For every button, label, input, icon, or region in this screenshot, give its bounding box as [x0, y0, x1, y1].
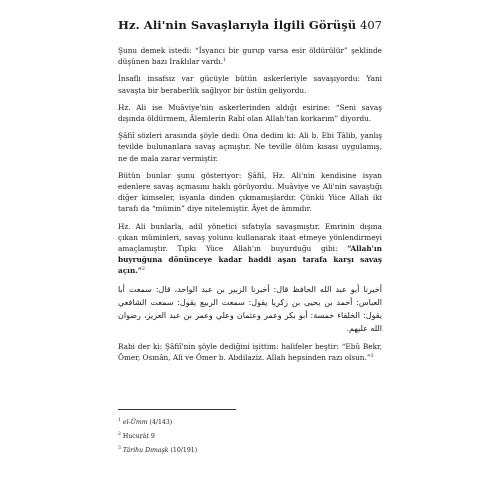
footnote-2 [118, 433, 382, 441]
footnote-source-ref: (10/191) [168, 447, 198, 454]
footnote-ref-3: 3 [370, 353, 374, 359]
footnote-number: 1 [118, 418, 121, 423]
footnote-source-title: el-Ümm [122, 419, 148, 426]
paragraph-1-text: Şunu demek istedi: “İsyancı bir gurup varsa esir öldürülür” şeklinde düşünen bazı Iraklılar vardı. [118, 46, 382, 67]
main-text [118, 45, 382, 369]
page-number: 407 [360, 18, 382, 32]
footnote-source-ref: Hucurât 9 [122, 433, 155, 440]
footnote-1 [118, 419, 382, 427]
footnote-ref-1: 1 [222, 58, 226, 64]
footnote-number: 3 [118, 446, 121, 451]
arabic-narration: أخبرنا أبو عبد الله الحافظ قال: أخبرنا الزبير بن عبد الواحد، قال: سمعت أبا العباس: أحمد بن يحيى بن زكريا يقول: سمعت الربيع يقول: سمعت الشافعي يقول: الخلفاء خمسة: أبو بكر وعمر وعثمان وعلي وعمر بن عبد العزيز، رضوان الله عليهم. [118, 284, 382, 333]
quran-quote: “Allah'ın buyruğuna dönünceye kadar haddi aşan tarafa karşı savaş açın.” [118, 244, 382, 276]
footnote-3 [118, 447, 382, 455]
paragraph-4: Şâfiî sözleri arasında şöyle dedi: Ona dedim ki: Ali b. Ebi Tâlib, yanlış tevilde bulunanlara savaş açmıştır. Ne teville ölüm kısası uygulamış, ne de mala zarar vermiştir. [118, 131, 382, 163]
footnote-number: 2 [118, 432, 121, 437]
paragraph-2: İnsaflı insafsız var gücüyle bütün askerleriyle savaşıyordu: Yani savaşta bir beraberlik sağlıyor bir üstün geliyordu. [118, 74, 382, 95]
paragraph-3: Hz. Ali ise Muâviye'nin askerlerinden aldığı esirine: “Seni savaş dışında öldürmem, Âlemlerin Rabî olan Allah'tan korkarım” diyordu. [118, 102, 382, 124]
paragraph-5: Bütün bunlar şunu gösteriyor: Şâfiî, Hz. Ali'nin kendisine isyan edenlere savaş açmasını haklı görüyordu. Muâviye ve Ali'nin savaştığı diğer kimseler, isyanla dinden çıkmamışlardır. Çünkü Yüce Allah iki tarafı da “mümin” diye nitelemiştir. Âyet de âmmdır. [118, 170, 382, 214]
footnote-source-title: Târihu Dımaşk [122, 447, 169, 454]
footnotes [118, 419, 382, 461]
chapter-title: Hz. Ali'nin Savaşlarıyla İlgili Görüşü [118, 18, 357, 32]
paragraph-6 [118, 221, 382, 277]
footnote-divider [118, 409, 236, 410]
footnote-source-ref: (4/143) [147, 419, 173, 426]
paragraph-7-text: Rabi der ki: Şâfiî'nin şöyle dediğini işittim: halifeler beştir: “Ebû Bekr, Ömer, Osmân, Ali ve Ömer b. Abdilaziz. Allah hepsinden razı olsun.” [118, 341, 382, 362]
paragraph-6-text: Hz. Ali bunlarla, adil yönetici sıfatıyla savaşmıştır. Emrinin dışına çıkan müminleri, savaş yolunu kullanarak itaat etmeye yönlendirmeyi amaçlamıştır. Tıpkı Yüce Allah'ın buyurduğu gibi: [118, 221, 382, 254]
running-header [118, 18, 382, 32]
footnote-ref-2: 2 [142, 267, 145, 273]
paragraph-7 [118, 341, 382, 363]
paragraph-1 [118, 45, 382, 67]
